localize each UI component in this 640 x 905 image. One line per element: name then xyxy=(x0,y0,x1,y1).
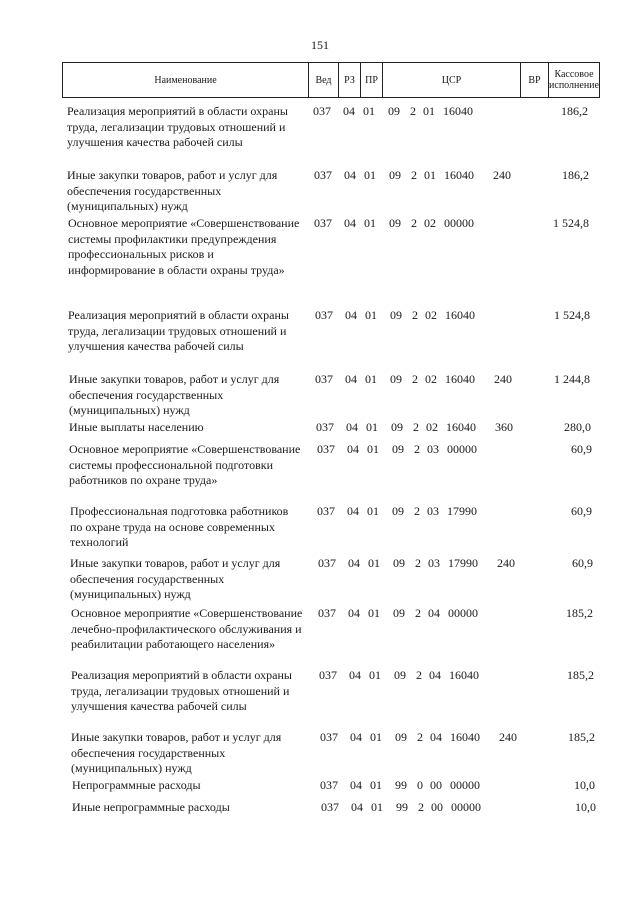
row-c4: 00000 xyxy=(444,216,474,230)
row-c2: 2 xyxy=(411,216,417,230)
row-c3: 00 xyxy=(430,778,442,792)
row-c1: 09 xyxy=(389,216,401,230)
row-c4: 16040 xyxy=(445,308,475,322)
row-name: Профессиональная подготовка работников по охране труда на основе современных технологий xyxy=(70,504,289,549)
row-amount: 186,2 xyxy=(561,104,588,118)
row-pr: 01 xyxy=(370,730,382,744)
row-c1: 09 xyxy=(390,308,402,322)
row-name: Реализация мероприятий в области охраны труда, легализации трудовых отношений и улучшения качества рабочей силы xyxy=(67,104,288,149)
header-vr: ВР xyxy=(521,63,549,97)
header-pr: ПР xyxy=(361,63,383,97)
row-c2: 2 xyxy=(415,606,421,620)
row-amount: 1 524,8 xyxy=(553,216,589,230)
row-c1: 99 xyxy=(395,778,407,792)
row-name: Иные закупки товаров, работ и услуг для обеспечения государственных (муниципальных) нужд xyxy=(69,372,280,417)
row-c1: 99 xyxy=(396,800,408,814)
row-c3: 02 xyxy=(424,216,436,230)
row-rz: 04 xyxy=(348,556,360,570)
row-pr: 01 xyxy=(365,372,377,386)
row-amount: 185,2 xyxy=(567,668,594,682)
row-c3: 02 xyxy=(425,308,437,322)
row-ved: 037 xyxy=(318,606,336,620)
row-amount: 1 244,8 xyxy=(554,372,590,386)
row-rz: 04 xyxy=(344,168,356,182)
row-rz: 04 xyxy=(343,104,355,118)
row-rz: 04 xyxy=(348,606,360,620)
row-ved: 037 xyxy=(321,800,339,814)
row-c1: 09 xyxy=(393,556,405,570)
row-name: Реализация мероприятий в области охраны труда, легализации трудовых отношений и улучшения качества рабочей силы xyxy=(68,308,289,353)
row-c2: 2 xyxy=(418,800,424,814)
row-c4: 00000 xyxy=(448,606,478,620)
row-ved: 037 xyxy=(320,778,338,792)
row-name: Основное мероприятие «Совершенствование лечебно-профилактического обслуживания и реабилитации работающего населения» xyxy=(71,606,303,651)
row-c3: 04 xyxy=(428,606,440,620)
row-vr: 240 xyxy=(494,372,512,386)
row-c4: 16040 xyxy=(443,104,473,118)
row-c1: 09 xyxy=(392,442,404,456)
row-c2: 0 xyxy=(417,778,423,792)
row-c3: 03 xyxy=(427,442,439,456)
row-c1: 09 xyxy=(394,668,406,682)
row-c1: 09 xyxy=(389,168,401,182)
row-amount: 60,9 xyxy=(572,556,593,570)
row-rz: 04 xyxy=(345,372,357,386)
row-name: Иные закупки товаров, работ и услуг для обеспечения государственных (муниципальных) нужд xyxy=(67,168,278,213)
row-c2: 2 xyxy=(414,504,420,518)
row-ved: 037 xyxy=(320,730,338,744)
row-c3: 00 xyxy=(431,800,443,814)
row-vr: 360 xyxy=(495,420,513,434)
row-c4: 16040 xyxy=(449,668,479,682)
row-c1: 09 xyxy=(388,104,400,118)
row-c4: 16040 xyxy=(444,168,474,182)
row-rz: 04 xyxy=(349,668,361,682)
row-pr: 01 xyxy=(367,504,379,518)
row-amount: 186,2 xyxy=(562,168,589,182)
row-c1: 09 xyxy=(390,372,402,386)
row-c1: 09 xyxy=(392,504,404,518)
row-c3: 02 xyxy=(426,420,438,434)
row-name: Иные закупки товаров, работ и услуг для обеспечения государственных (муниципальных) нужд xyxy=(71,730,282,775)
row-pr: 01 xyxy=(370,778,382,792)
page-number: 151 xyxy=(311,38,329,52)
row-c3: 01 xyxy=(424,168,436,182)
row-name: Реализация мероприятий в области охраны труда, легализации трудовых отношений и улучшения качества рабочей силы xyxy=(71,668,292,713)
row-c2: 2 xyxy=(415,556,421,570)
row-ved: 037 xyxy=(316,420,334,434)
row-ved: 037 xyxy=(314,168,332,182)
row-c1: 09 xyxy=(391,420,403,434)
row-c4: 17990 xyxy=(448,556,478,570)
row-c3: 02 xyxy=(425,372,437,386)
row-c3: 04 xyxy=(430,730,442,744)
row-c3: 01 xyxy=(423,104,435,118)
header-csr: ЦСР xyxy=(383,63,521,97)
row-name: Основное мероприятие «Совершенствование системы профессиональной подготовки работников по охране труда» xyxy=(69,442,301,487)
row-ved: 037 xyxy=(317,504,335,518)
row-pr: 01 xyxy=(368,556,380,570)
row-vr: 240 xyxy=(499,730,517,744)
row-rz: 04 xyxy=(344,216,356,230)
row-vr: 240 xyxy=(493,168,511,182)
row-c3: 04 xyxy=(429,668,441,682)
header-amount: Кассовое исполнение xyxy=(549,69,599,91)
row-ved: 037 xyxy=(314,216,332,230)
row-name: Иные закупки товаров, работ и услуг для обеспечения государственных (муниципальных) нужд xyxy=(70,556,281,601)
row-c2: 2 xyxy=(414,442,420,456)
row-c4: 00000 xyxy=(447,442,477,456)
row-c1: 09 xyxy=(395,730,407,744)
row-name: Основное мероприятие «Совершенствование системы профилактики предупреждения профессиональных рисков и информирование в области охраны труда» xyxy=(68,216,300,277)
row-rz: 04 xyxy=(351,800,363,814)
row-amount: 185,2 xyxy=(566,606,593,620)
row-ved: 037 xyxy=(319,668,337,682)
row-ved: 037 xyxy=(317,442,335,456)
row-pr: 01 xyxy=(366,420,378,434)
row-pr: 01 xyxy=(364,216,376,230)
header-name: Наименование xyxy=(63,63,309,97)
row-ved: 037 xyxy=(315,308,333,322)
row-pr: 01 xyxy=(368,606,380,620)
row-name: Непрограммные расходы xyxy=(72,778,201,792)
row-c2: 2 xyxy=(417,730,423,744)
row-pr: 01 xyxy=(364,168,376,182)
row-ved: 037 xyxy=(313,104,331,118)
row-amount: 280,0 xyxy=(564,420,591,434)
row-amount: 10,0 xyxy=(575,800,596,814)
row-rz: 04 xyxy=(346,420,358,434)
row-c3: 03 xyxy=(428,556,440,570)
row-rz: 04 xyxy=(350,778,362,792)
row-c2: 2 xyxy=(412,372,418,386)
row-amount: 60,9 xyxy=(571,442,592,456)
row-c2: 2 xyxy=(410,104,416,118)
row-c2: 2 xyxy=(413,420,419,434)
row-name: Иные непрограммные расходы xyxy=(72,800,230,814)
row-c2: 2 xyxy=(411,168,417,182)
row-rz: 04 xyxy=(350,730,362,744)
row-ved: 037 xyxy=(318,556,336,570)
row-c2: 2 xyxy=(416,668,422,682)
row-rz: 04 xyxy=(347,504,359,518)
row-ved: 037 xyxy=(315,372,333,386)
row-name: Иные выплаты населению xyxy=(69,420,204,434)
row-pr: 01 xyxy=(363,104,375,118)
row-rz: 04 xyxy=(347,442,359,456)
row-amount: 10,0 xyxy=(574,778,595,792)
row-c4: 16040 xyxy=(450,730,480,744)
row-c4: 00000 xyxy=(451,800,481,814)
row-pr: 01 xyxy=(367,442,379,456)
header-rz: РЗ xyxy=(339,63,361,97)
row-pr: 01 xyxy=(365,308,377,322)
row-c4: 17990 xyxy=(447,504,477,518)
row-amount: 60,9 xyxy=(571,504,592,518)
row-c4: 16040 xyxy=(446,420,476,434)
header-ved: Вед xyxy=(309,63,339,97)
row-pr: 01 xyxy=(371,800,383,814)
row-c4: 00000 xyxy=(450,778,480,792)
row-c1: 09 xyxy=(393,606,405,620)
row-amount: 1 524,8 xyxy=(554,308,590,322)
row-c2: 2 xyxy=(412,308,418,322)
row-pr: 01 xyxy=(369,668,381,682)
row-c4: 16040 xyxy=(445,372,475,386)
row-amount: 185,2 xyxy=(568,730,595,744)
row-rz: 04 xyxy=(345,308,357,322)
row-c3: 03 xyxy=(427,504,439,518)
row-vr: 240 xyxy=(497,556,515,570)
